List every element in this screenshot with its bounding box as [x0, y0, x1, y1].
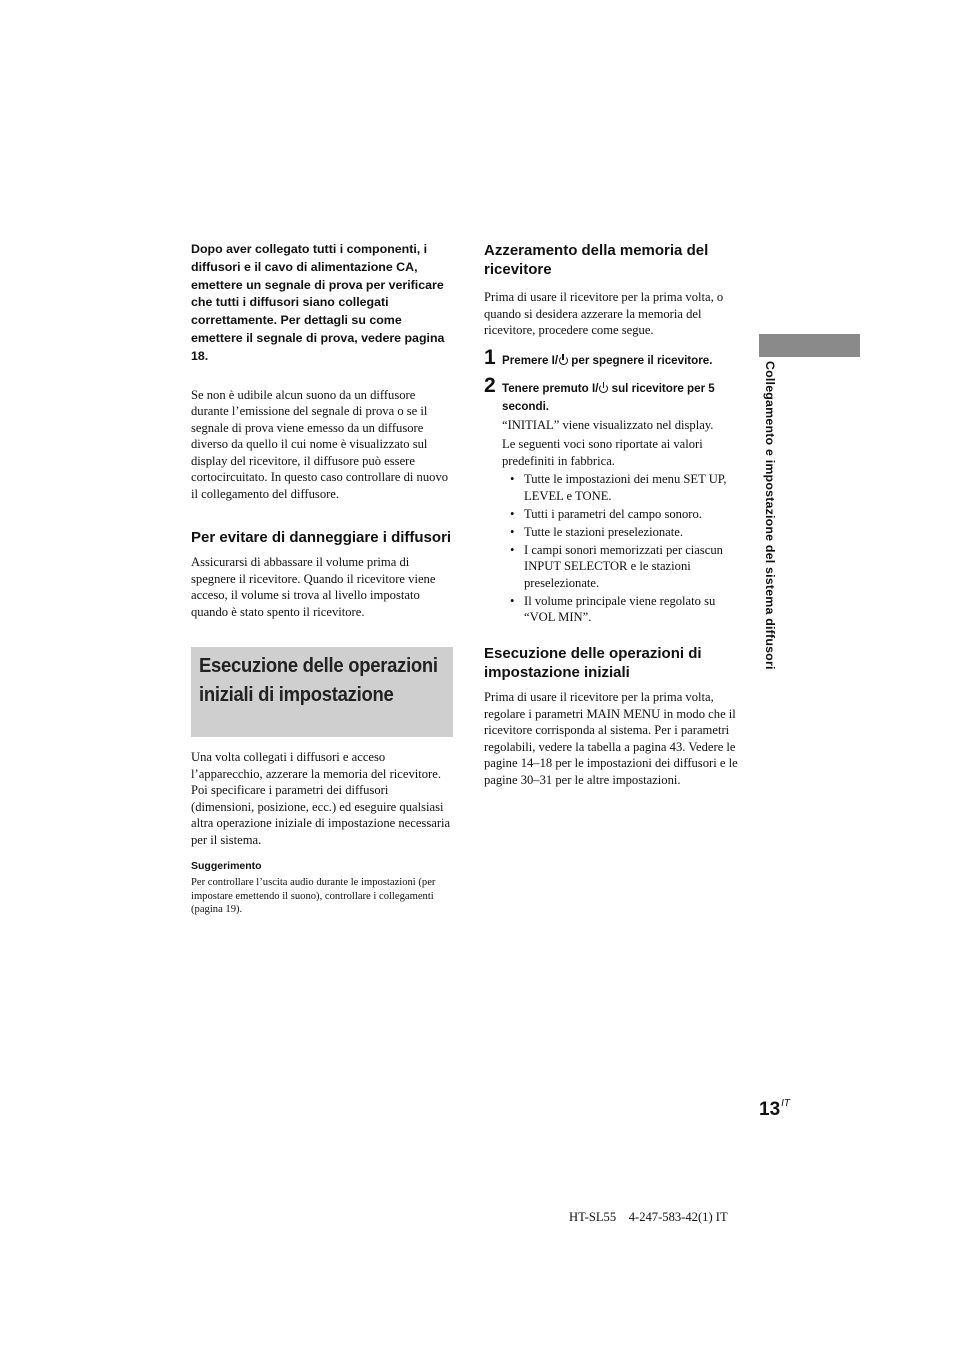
step-2-number: 2: [484, 373, 496, 397]
tip-text: Per controllare l’uscita audio durante le impostazioni (per impostare emettendo il suono), controllare i collegamenti (pagina 19).: [191, 877, 436, 916]
left-column: [191, 241, 453, 917]
power-standby-icon: [599, 384, 608, 393]
chapter-label-text: Collegamento e impostazione del sistema diffusori: [763, 361, 777, 670]
speaker-check-paragraph: Se non è udibile alcun suono da un diffusore durante l’emissione del segnale di prova o se il segnale di prova viene emesso da un diffusore diverso da quello il cui nome è visualizzato sul display del ricevitore, il diffusore può essere cortocircuitato. In questo caso controllare di nuovo il collegamento del diffusore.: [191, 387, 449, 501]
heading-avoid-damage: Per evitare di danneggiare i diffusori: [191, 529, 452, 547]
step-1-number: 1: [484, 345, 496, 369]
setup-intro-paragraph: Una volta collegati i diffusori e acceso l’apparecchio, azzerare la memoria del ricevitore. Poi specificare i parametri dei diffusori (dimensioni, posizione, ecc.) ed eseguire qualsiasi altra operazione iniziale di impostazione necessaria per il sistema.: [191, 750, 451, 847]
power-standby-icon: [559, 356, 568, 365]
page-language-suffix: IT: [781, 1098, 791, 1109]
avoid-damage-paragraph: Assicurarsi di abbassare il volume prima di spegnere il ricevitore. Quando il ricevitore viene acceso, il volume si trova al livello impostato quando è stato spento il ricevitore.: [191, 555, 436, 619]
step-2: [484, 373, 746, 415]
list-item: • Tutte le stazioni preselezionate.: [502, 524, 746, 541]
chapter-label: [760, 361, 782, 761]
list-item: • Tutte le impostazioni dei menu SET UP, LEVEL e TONE.: [502, 471, 746, 504]
intro-lead: Dopo aver collegato tutti i componenti, i diffusori e il cavo di alimentazione CA, emettere un segnale di prova per verificare che tutti i diffusori siano collegati correttamente. Per dettagli su come emettere il segnale di prova, vedere pagina 18.: [191, 242, 445, 363]
reset-items-list: [484, 471, 746, 626]
page-number: $13^{IT}$: [759, 1098, 791, 1120]
step-2-note-initial: “INITIAL” viene visualizzato nel display.: [502, 417, 714, 432]
step-2-note-defaults: Le seguenti voci sono riportate ai valori predefiniti in fabbrica.: [502, 437, 703, 468]
step-2-text: Tenere premuto I/ sul ricevitore per 5 secondi.: [502, 381, 715, 413]
list-item: • Il volume principale viene regolato su “VOL MIN”.: [502, 593, 746, 626]
step-1-text: Premere I/ per spegnere il ricevitore.: [502, 353, 713, 367]
heading-initial-setup: Esecuzione delle operazioni di impostazione iniziali: [484, 645, 702, 681]
step-1: [484, 345, 746, 369]
list-item: • Tutti i parametri del campo sonoro.: [502, 506, 746, 523]
memory-reset-paragraph: Prima di usare il ricevitore per la prima volta, o quando si desidera azzerare la memoria del ricevitore, procedere come segue.: [484, 290, 724, 337]
section-title: Esecuzione delle operazioni iniziali di impostazione: [199, 654, 438, 707]
section-banner: [191, 647, 453, 737]
list-item: • I campi sonori memorizzati per ciascun INPUT SELECTOR e le stazioni preselezionate.: [502, 542, 746, 592]
initial-setup-paragraph: Prima di usare il ricevitore per la prima volta, regolare i parametri MAIN MENU in modo che il ricevitore corrisponda al sistema. Per i parametri regolabili, vedere la tabella a pagina 43. Vedere le pagine 14–18 per le impostazioni dei diffusori e le pagine 30–31 per le altre impostazioni.: [484, 690, 738, 787]
right-column: [484, 241, 746, 788]
tip-heading: Suggerimento: [191, 860, 262, 873]
heading-memory-reset: Azzeramento della memoria del ricevitore: [484, 242, 709, 278]
footer-model-code: HT-SL55 4-247-583-42(1) IT: [569, 1210, 728, 1224]
chapter-tab: [759, 334, 860, 357]
